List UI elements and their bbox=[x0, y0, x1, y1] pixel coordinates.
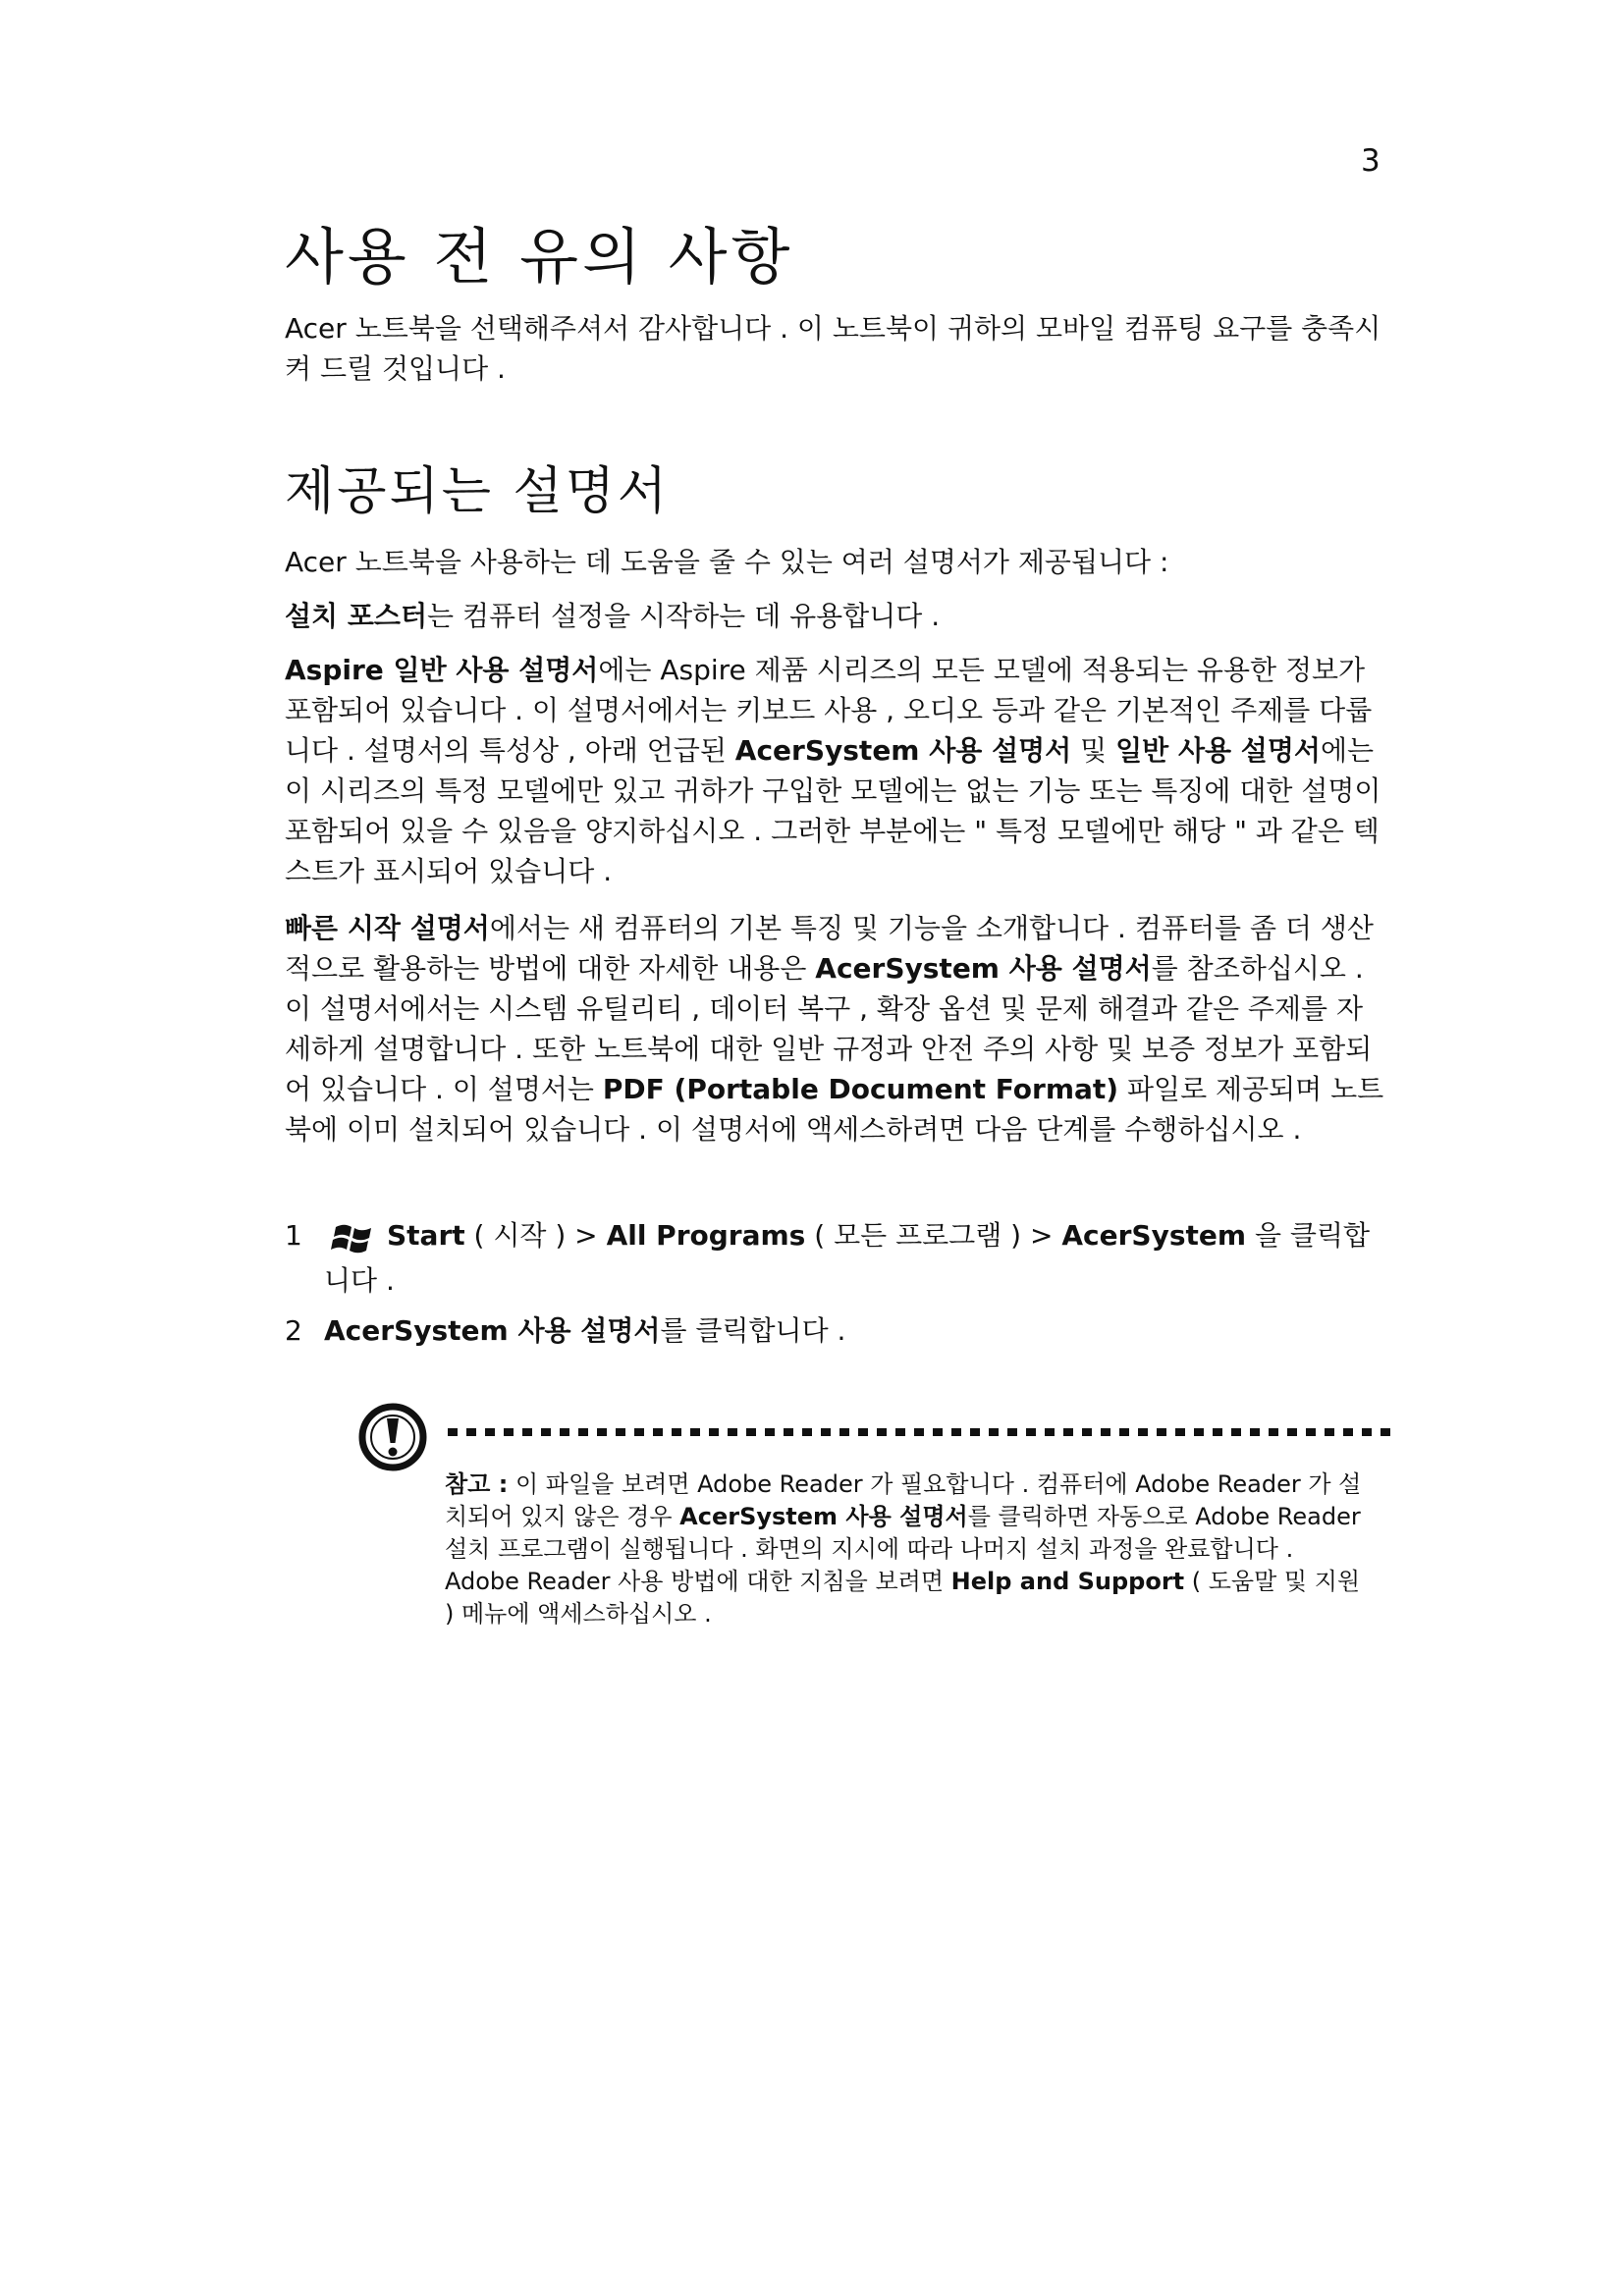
windows-logo-icon bbox=[330, 1217, 379, 1256]
acersystem-guide-ref: AcerSystem 사용 설명서 bbox=[734, 734, 1072, 767]
acersystem-guide-ref: AcerSystem 사용 설명서 bbox=[679, 1503, 968, 1530]
generic-guide-paragraph: Aspire 일반 사용 설명서에는 Aspire 제품 시리즈의 모든 모델에 적용되는 유용한 정보가 포함되어 있습니다 . 이 설명서에서는 키보드 사용 , 오디오 등과 같은 기본적인 주제를 다룹니다 . 설명서의 특성상 , 아래 언급된 AcerSystem 사용 설명서 및 일반 사용 설명서에는 이 시리즈의 특정 모델에만 있고 귀하가 구입한 모델에는 없는 기능 또는 특징에 대한 설명이 포함되어 있을 수 있음을 양지하십시오 . 그러한 부분에는 " 특정 모델에만 해당 " 과 같은 텍스트가 표시되어 있습니다 . bbox=[285, 654, 1381, 887]
start-label: Start bbox=[387, 1219, 465, 1252]
step-text: AcerSystem 사용 설명서를 클릭합니다 . bbox=[324, 1314, 846, 1347]
acersystem-label: AcerSystem bbox=[1061, 1219, 1247, 1252]
page-title: 사용 전 유의 사항 bbox=[285, 221, 794, 293]
acersystem-guide-ref: AcerSystem 사용 설명서 bbox=[324, 1314, 661, 1347]
setup-poster-text: 는 컴퓨터 설정을 시작하는 데 유용합니다 . bbox=[427, 600, 941, 632]
setup-poster-paragraph bbox=[285, 596, 1384, 636]
pdf-format: PDF (Portable Document Format) bbox=[602, 1073, 1119, 1105]
step-number: 1 bbox=[285, 1219, 302, 1252]
guides-intro: Acer 노트북을 사용하는 데 도움을 줄 수 있는 여러 설명서가 제공됩니다 : bbox=[285, 546, 1169, 578]
generic-guide-ref: 일반 사용 설명서 bbox=[1115, 734, 1321, 767]
step-text: Start ( 시작 ) > All Programs ( 모든 프로그램 ) > AcerSystem 을 클릭합니다 . bbox=[324, 1219, 1371, 1297]
note-block: 참고 : 이 파일을 보려면 Adobe Reader 가 필요합니다 . 컴퓨터에 Adobe Reader 가 설치되어 있지 않은 경우 AcerSystem 사용 설명서를 클릭하면 자동으로 Adobe Reader 설치 프로그램이 실행됩니다 . 화면의 지시에 따라 나머지 설치 과정을 완료합니다 . Adobe Reader 사용 방법에 대한 지침을 보려면 Help and Support ( 도움말 및 지원 ) 메뉴에 액세스하십시오 . bbox=[445, 1470, 1362, 1628]
note-divider bbox=[448, 1428, 1394, 1436]
page-number: 3 bbox=[1361, 143, 1380, 179]
note-label: 참고 : bbox=[445, 1470, 509, 1498]
step-number: 2 bbox=[285, 1314, 302, 1347]
section-title-guides: 제공되는 설명서 bbox=[285, 462, 671, 521]
acersystem-guide-ref: AcerSystem 사용 설명서 bbox=[815, 952, 1152, 985]
help-and-support: Help and Support bbox=[950, 1568, 1185, 1595]
setup-poster-title: 설치 포스터 bbox=[285, 600, 427, 632]
generic-guide-title: Aspire 일반 사용 설명서 bbox=[285, 654, 599, 686]
all-programs-label: All Programs bbox=[606, 1219, 806, 1252]
exclamation-circle-icon bbox=[355, 1400, 430, 1474]
quick-start-title: 빠른 시작 설명서 bbox=[285, 912, 490, 944]
intro-paragraph: Acer 노트북을 선택해주셔서 감사합니다 . 이 노트북이 귀하의 모바일 컴퓨팅 요구를 충족시켜 드릴 것입니다 . bbox=[285, 312, 1381, 385]
quick-start-paragraph: 빠른 시작 설명서에서는 새 컴퓨터의 기본 특징 및 기능을 소개합니다 . 컴퓨터를 좀 더 생산적으로 활용하는 방법에 대한 자세한 내용은 AcerSystem 사용 설명서를 참조하십시오 . 이 설명서에서는 시스템 유틸리티 , 데이터 복구 , 확장 옵션 및 문제 해결과 같은 주제를 자세하게 설명합니다 . 또한 노트북에 대한 일반 규정과 안전 주의 사항 및 보증 정보가 포함되어 있습니다 . 이 설명서는 PDF (Portable Document Format) 파일로 제공되며 노트북에 이미 설치되어 있습니다 . 이 설명서에 액세스하려면 다음 단계를 수행하십시오 . bbox=[285, 912, 1384, 1146]
